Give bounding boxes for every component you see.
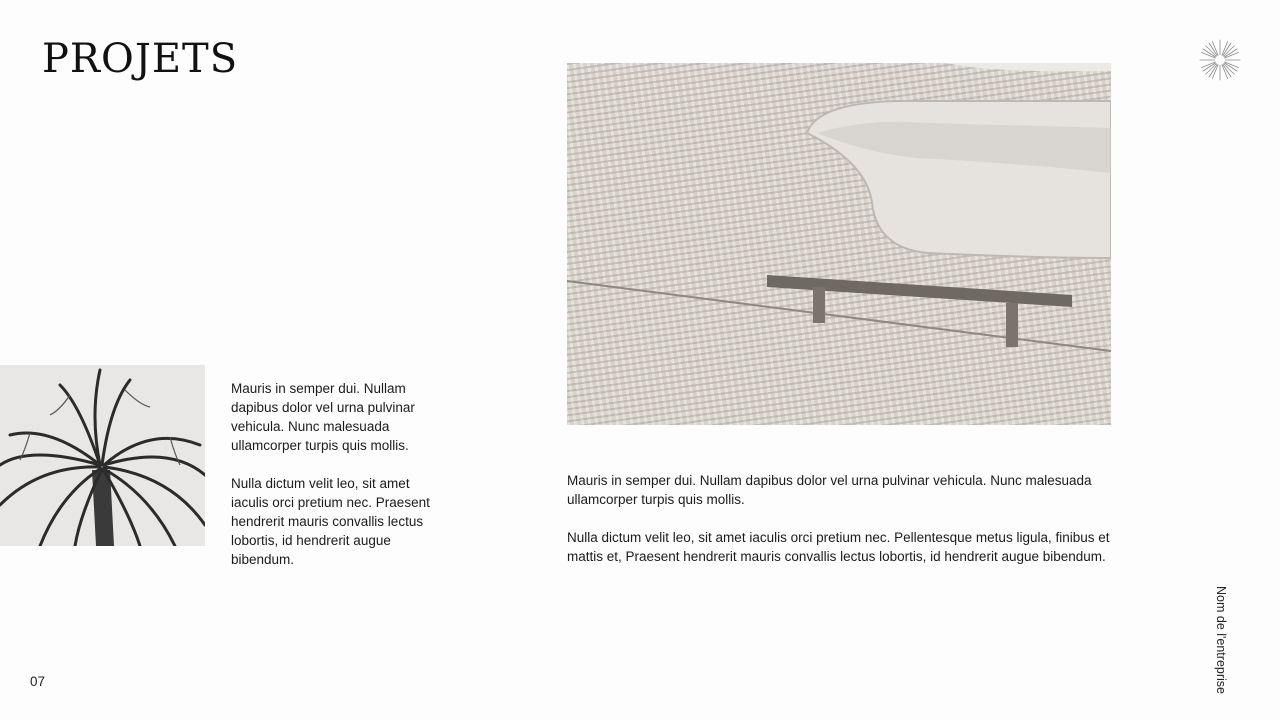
slide-title: PROJETS (42, 36, 239, 82)
palm-tree-photo (0, 365, 205, 546)
page-number: 07 (30, 674, 46, 689)
left-paragraph-1: Mauris in semper dui. Nullam dapibus dolor vel urna pulvinar vehicula. Nunc malesuada ullamcorper turpis quis mollis. (231, 381, 415, 453)
right-paragraph-2: Nulla dictum velit leo, sit amet iaculis orci pretium nec. Pellentesque metus ligula, finibus et mattis et, Praesent hendrerit mauris convallis lectus lobortis, id hendrerit augue bibendum. (567, 530, 1110, 564)
company-name: Nom de l'entreprise (1214, 586, 1228, 694)
left-paragraph-2: Nulla dictum velit leo, sit amet iaculis orci pretium nec. Praesent hendrerit mauris convallis lectus lobortis, id hendrerit augue bibendum. (231, 476, 430, 567)
left-text-block (231, 379, 441, 588)
sunburst-icon (1199, 39, 1241, 81)
skate-plaza-photo (567, 63, 1111, 425)
right-paragraph-1: Mauris in semper dui. Nullam dapibus dolor vel urna pulvinar vehicula. Nunc malesuada ullamcorper turpis quis mollis. (567, 473, 1092, 507)
right-text-block (567, 471, 1127, 585)
